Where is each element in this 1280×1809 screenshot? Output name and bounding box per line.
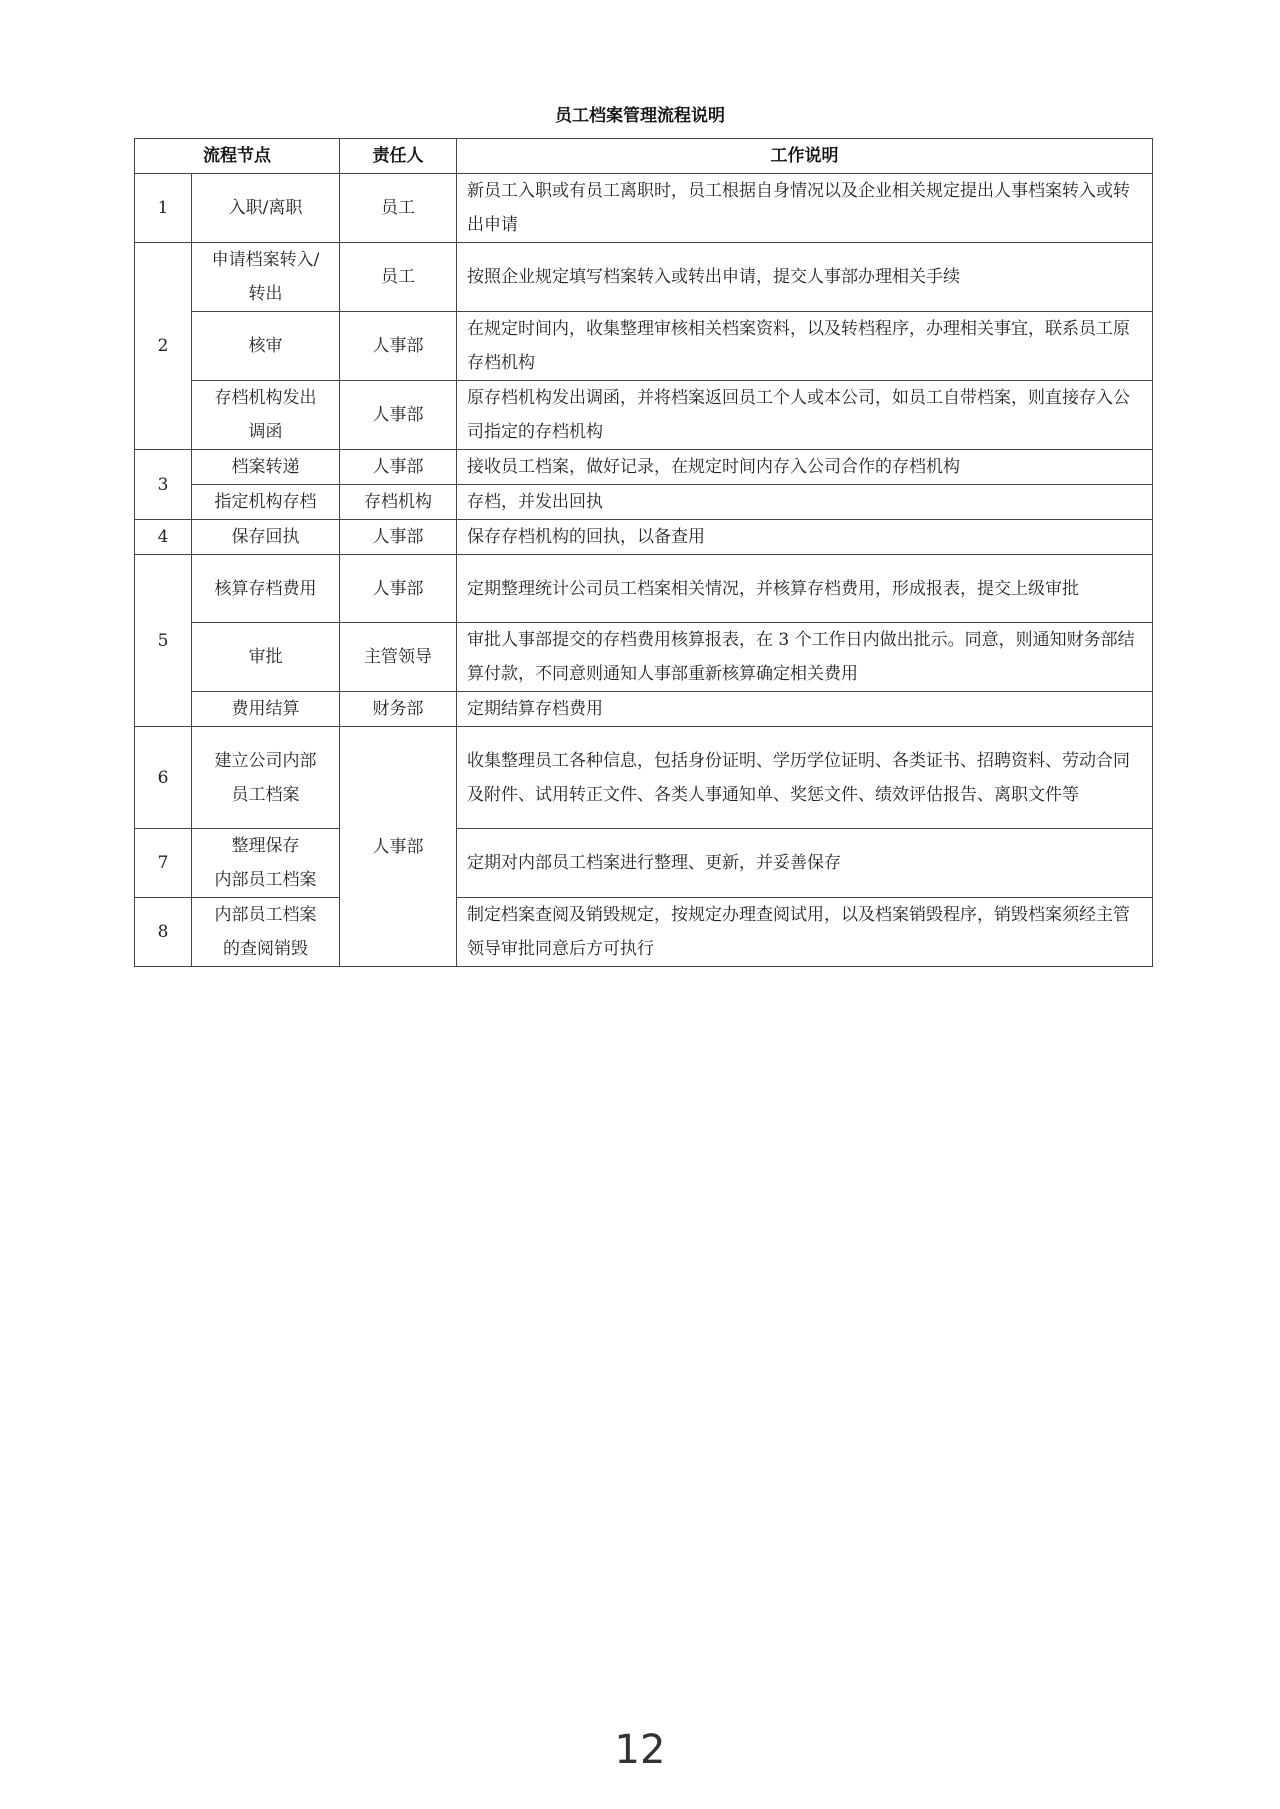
- step-number: 5: [135, 555, 192, 727]
- process-node: [192, 727, 340, 829]
- description-cell: 审批人事部提交的存档费用核算报表，在 3 个工作日内做出批示。同意，则通知财务部结算付款，不同意则通知人事部重新核算确定相关费用: [457, 623, 1153, 692]
- owner-cell: 人事部: [340, 381, 457, 450]
- description-cell: 定期对内部员工档案进行整理、更新，并妥善保存: [457, 829, 1153, 898]
- description-cell: 在规定时间内，收集整理审核相关档案资料，以及转档程序，办理相关事宜，联系员工原存档机构: [457, 312, 1153, 381]
- owner-cell: 员工: [340, 243, 457, 312]
- table-row: [135, 898, 1153, 967]
- table-row: [135, 243, 1153, 312]
- process-node-line: 档案转递: [231, 457, 300, 477]
- process-node: [192, 312, 340, 381]
- process-node: [192, 555, 340, 623]
- table-row: [135, 485, 1153, 520]
- header-node: 流程节点: [135, 139, 340, 174]
- process-node: [192, 450, 340, 485]
- process-node: [192, 898, 340, 967]
- step-number: 1: [135, 174, 192, 243]
- owner-cell: 人事部: [340, 450, 457, 485]
- process-node: [192, 485, 340, 520]
- process-node-line: 内部员工档案: [214, 905, 317, 925]
- process-node-line: 整理保存: [231, 836, 300, 856]
- process-node-line: 核算存档费用: [214, 578, 317, 599]
- step-number: 4: [135, 520, 192, 555]
- header-owner: 责任人: [340, 139, 457, 174]
- table-header-row: [135, 139, 1153, 174]
- process-node-line: 审批: [248, 647, 283, 667]
- process-node-line: 申请档案转入/: [211, 250, 320, 270]
- step-number: 7: [135, 829, 192, 898]
- description-cell: 原存档机构发出调函，并将档案返回员工个人或本公司，如员工自带档案，则直接存入公司指定的存档机构: [457, 381, 1153, 450]
- process-node-line: 存档机构发出: [214, 388, 317, 408]
- process-node: [192, 520, 340, 555]
- process-node-line: 建立公司内部: [214, 750, 317, 771]
- owner-cell: 人事部: [340, 555, 457, 623]
- process-node-line: 的查阅销毁: [223, 939, 308, 959]
- process-node: [192, 692, 340, 727]
- process-node-line: 指定机构存档: [214, 492, 317, 512]
- description-cell: 制定档案查阅及销毁规定，按规定办理查阅试用，以及档案销毁程序，销毁档案须经主管领导审批同意后方可执行: [457, 898, 1153, 967]
- description-cell: 定期整理统计公司员工档案相关情况，并核算存档费用，形成报表，提交上级审批: [457, 555, 1153, 623]
- owner-cell: 人事部: [340, 312, 457, 381]
- process-node-line: 转出: [248, 284, 283, 304]
- table-row: [135, 727, 1153, 829]
- description-cell: 新员工入职或有员工离职时，员工根据自身情况以及企业相关规定提出人事档案转入或转出申请: [457, 174, 1153, 243]
- description-cell: 按照企业规定填写档案转入或转出申请，提交人事部办理相关手续: [457, 243, 1153, 312]
- description-cell: 接收员工档案，做好记录，在规定时间内存入公司合作的存档机构: [457, 450, 1153, 485]
- owner-cell: 员工: [340, 174, 457, 243]
- process-node-line: 调函: [248, 422, 283, 442]
- page-number: 12: [614, 1727, 666, 1773]
- description-cell: 收集整理员工各种信息，包括身份证明、学历学位证明、各类证书、招聘资料、劳动合同及附件、试用转正文件、各类人事通知单、奖惩文件、绩效评估报告、离职文件等: [457, 727, 1153, 829]
- owner-cell: 主管领导: [340, 623, 457, 692]
- process-node-line: 员工档案: [231, 784, 300, 805]
- process-table: [134, 138, 1153, 967]
- process-node: [192, 174, 340, 243]
- process-node-line: 保存回执: [231, 527, 300, 547]
- table-row: [135, 623, 1153, 692]
- step-number: 3: [135, 450, 192, 520]
- owner-cell: 财务部: [340, 692, 457, 727]
- process-node: [192, 381, 340, 450]
- table-row: [135, 174, 1153, 243]
- step-number: 2: [135, 243, 192, 450]
- owner-cell: 存档机构: [340, 485, 457, 520]
- table-row: [135, 381, 1153, 450]
- step-number: 8: [135, 898, 192, 967]
- description-cell: 保存存档机构的回执，以备查用: [457, 520, 1153, 555]
- table-row: [135, 829, 1153, 898]
- step-number: 6: [135, 727, 192, 829]
- header-description: 工作说明: [457, 139, 1153, 174]
- process-node: [192, 829, 340, 898]
- description-cell: 定期结算存档费用: [457, 692, 1153, 727]
- process-node-line: 核审: [248, 336, 283, 356]
- process-node: [192, 243, 340, 312]
- process-node-line: 内部员工档案: [214, 870, 317, 890]
- table-row: [135, 555, 1153, 623]
- table-row: [135, 692, 1153, 727]
- table-row: [135, 450, 1153, 485]
- owner-cell: 人事部: [340, 727, 457, 967]
- owner-cell: 人事部: [340, 520, 457, 555]
- document-title: 员工档案管理流程说明: [555, 106, 725, 126]
- process-node-line: 入职/离职: [228, 198, 303, 218]
- description-cell: 存档，并发出回执: [457, 485, 1153, 520]
- process-node-line: 费用结算: [231, 699, 300, 719]
- table-row: [135, 520, 1153, 555]
- process-node: [192, 623, 340, 692]
- table-row: [135, 312, 1153, 381]
